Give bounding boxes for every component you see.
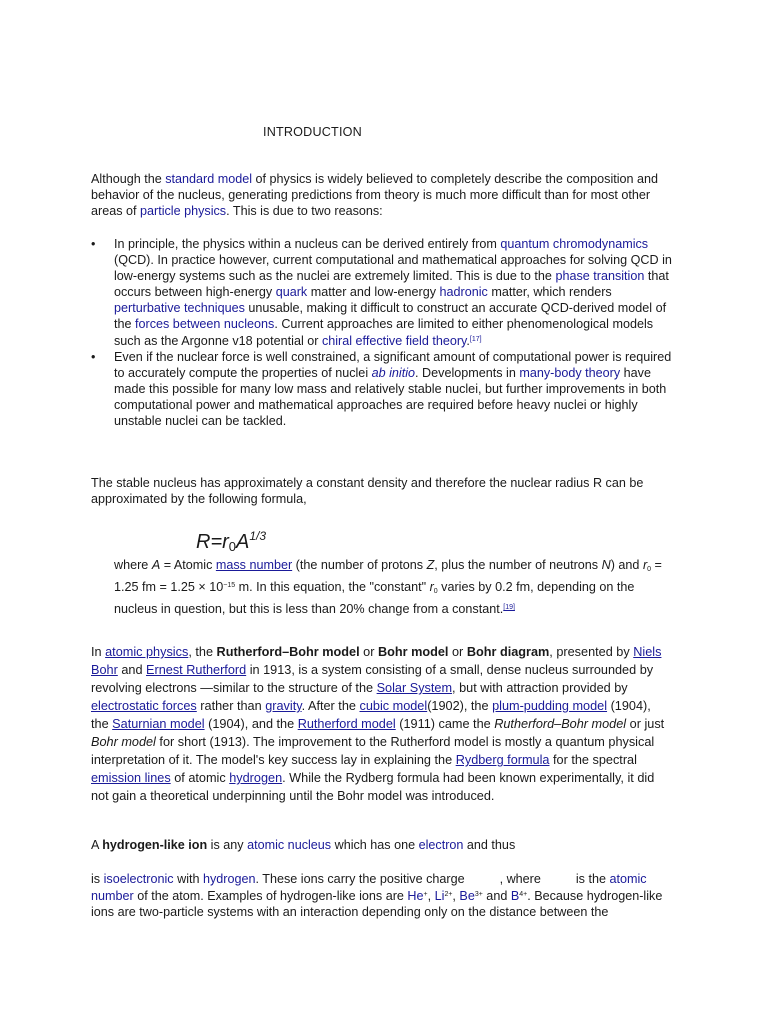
text: (1904), the xyxy=(91,699,651,731)
text: is xyxy=(91,872,104,886)
list-item xyxy=(91,349,673,429)
text: (1902), the xyxy=(427,699,493,713)
link-qcd[interactable]: quantum chromodynamics xyxy=(500,237,649,251)
text: m. In this equation, the "constant" xyxy=(235,580,430,594)
link-plum-pudding-model[interactable]: plum-pudding model xyxy=(492,699,608,713)
link-hydrogen-2[interactable]: hydrogen xyxy=(203,872,256,886)
text: of physics is widely believed to completely describe the composition and behavior of the nucleus, generating predictions from theory is much more difficult than for most other areas of xyxy=(91,172,659,218)
var-r0-sub: 0 xyxy=(647,566,652,573)
list-item xyxy=(91,236,673,349)
text: rather than xyxy=(196,699,266,713)
link-many-body-theory[interactable]: many-body theory xyxy=(519,366,621,380)
text: have made this possible for many low mass and relatively stable nuclei, but further improvements in both computational power and mathematical approaches are required before heavy nuclei or highly unstable nuclei can be tackled. xyxy=(114,366,667,428)
link-atomic-number[interactable]: atomic number xyxy=(91,872,647,903)
link-rutherford-model[interactable]: Rutherford model xyxy=(297,717,396,731)
charge: 3+ xyxy=(474,891,483,898)
text: ) and xyxy=(610,558,643,572)
reasons-list xyxy=(91,236,673,429)
text: (QCD). In practice however, current computational and mathematical approaches for solving QCD in low-energy systems such as the nuclei are extremely limited. This is due to the xyxy=(114,253,672,283)
text: which has one xyxy=(331,838,419,852)
text: = Atomic xyxy=(160,558,216,572)
link-particle-physics[interactable]: particle physics xyxy=(140,204,227,218)
link-saturnian-model[interactable]: Saturnian model xyxy=(112,717,205,731)
link-mass-number[interactable]: mass number xyxy=(215,558,293,572)
formula-sup: 1/3 xyxy=(249,529,267,543)
reference-19[interactable]: [19] xyxy=(503,604,515,611)
bold-term: hydrogen-like ion xyxy=(102,838,208,852)
radius-formula xyxy=(196,524,266,559)
text: or just xyxy=(626,717,665,731)
link-nuclear-force[interactable]: forces between nucleons xyxy=(135,317,275,331)
text: , presented by xyxy=(549,645,634,659)
text: and xyxy=(482,889,511,903)
italic-term: Bohr model xyxy=(91,735,156,749)
link-gravity[interactable]: gravity xyxy=(265,699,302,713)
var-a: A xyxy=(151,558,161,572)
text: Even if the nuclear force is well constrained, a significant amount of computational power is required to accurately compute the properties of nuclei xyxy=(114,350,672,380)
link-solar-system[interactable]: Solar System xyxy=(376,681,453,695)
text: Although the xyxy=(91,172,166,186)
link-ab-initio[interactable]: ab initio xyxy=(371,366,416,380)
link-helium-ion[interactable]: He xyxy=(407,889,424,903)
reference-17[interactable]: [17] xyxy=(469,336,482,343)
link-perturbative[interactable]: perturbative techniques xyxy=(114,301,245,315)
var-r0: r xyxy=(642,558,648,572)
link-niels-bohr[interactable]: Niels Bohr xyxy=(91,645,662,677)
link-isoelectronic[interactable]: isoelectronic xyxy=(103,872,174,886)
link-electron[interactable]: electron xyxy=(418,838,464,852)
link-hydrogen[interactable]: hydrogen xyxy=(229,771,283,785)
text: for short (1913). The improvement to the Rutherford model is mostly a quantum physical interpretation of it. The model's key success lay in explaining the xyxy=(91,735,655,767)
link-quark[interactable]: quark xyxy=(275,285,308,299)
formula-explanation xyxy=(114,557,674,617)
text: and thus xyxy=(463,838,516,852)
text: . These ions carry the positive charge , where is the xyxy=(255,872,610,886)
var-r0: r xyxy=(429,580,434,594)
text: . While the Rydberg formula had been known experimentally, it did not gain a theoretical underpinning until the Bohr model was introduced. xyxy=(91,771,655,803)
isoelectronic-paragraph xyxy=(91,871,671,920)
intro-paragraph xyxy=(91,171,671,219)
text: , the xyxy=(188,645,217,659)
link-phase-transition[interactable]: phase transition xyxy=(555,269,645,283)
italic-term: Rutherford–Bohr model xyxy=(494,717,627,731)
link-rydberg-formula[interactable]: Rydberg formula xyxy=(455,753,550,767)
text: . After the xyxy=(301,699,360,713)
text: In xyxy=(91,645,106,659)
text: = 1.25 fm = 1.25 × 10 xyxy=(114,558,662,594)
text: matter and low-energy xyxy=(307,285,440,299)
bold-term: Bohr diagram xyxy=(466,645,550,659)
var-z: Z xyxy=(426,558,435,572)
formula-a: A xyxy=(236,531,250,553)
hydrogen-like-paragraph xyxy=(91,837,671,853)
text: with xyxy=(173,872,203,886)
text: or xyxy=(448,645,467,659)
link-electrostatic-forces[interactable]: electrostatic forces xyxy=(91,699,197,713)
text: unusable, making it difficult to construct an accurate QCD-derived model of the xyxy=(114,301,667,331)
text: . Current approaches are limited to either phenomenological models such as the Argonne v18 potential or xyxy=(114,317,654,348)
text: and xyxy=(117,663,147,677)
link-atomic-physics[interactable]: atomic physics xyxy=(105,645,189,659)
text: varies by 0.2 fm, depending on the nucleus in question, but this is less than 20% change from a constant. xyxy=(114,580,635,616)
var-n: N xyxy=(601,558,611,572)
text: that occurs between high-energy xyxy=(114,269,669,299)
text: (1911) came the xyxy=(395,717,495,731)
exponent: −15 xyxy=(223,582,236,589)
text: of atomic xyxy=(170,771,230,785)
bold-term: Bohr model xyxy=(377,645,449,659)
charge: 4+ xyxy=(519,891,528,898)
text: is any xyxy=(207,838,248,852)
link-beryllium-ion[interactable]: Be xyxy=(459,889,475,903)
text: , xyxy=(427,889,435,903)
text: (the number of protons xyxy=(292,558,427,572)
text: , plus the number of neutrons xyxy=(434,558,602,572)
link-chiral-eft[interactable]: chiral effective field theory xyxy=(321,334,467,348)
link-boron-ion[interactable]: B xyxy=(510,889,520,903)
link-standard-model[interactable]: standard model xyxy=(165,172,253,186)
text: . Developments in xyxy=(415,366,520,380)
text: , xyxy=(452,889,460,903)
formula-r: R=r xyxy=(196,531,229,553)
link-hadronic[interactable]: hadronic xyxy=(439,285,488,299)
text: of the atom. Examples of hydrogen-like ions are xyxy=(133,889,408,903)
bullet-icon: • xyxy=(91,237,96,251)
text: . This is due to two reasons: xyxy=(226,204,383,218)
text: In principle, the physics within a nucleus can be derived entirely from xyxy=(114,237,501,251)
section-title: INTRODUCTION xyxy=(263,125,362,139)
link-emission-lines[interactable]: emission lines xyxy=(91,771,171,785)
bohr-model-paragraph xyxy=(91,643,671,805)
text: (1904), and the xyxy=(204,717,298,731)
text: for the spectral xyxy=(549,753,637,767)
text: . Because hydrogen-like ions are two-particle systems with an interaction depending only on the distance between the xyxy=(91,889,663,919)
link-lithium-ion[interactable]: Li xyxy=(434,889,445,903)
charge: + xyxy=(423,891,428,898)
text: matter, which renders xyxy=(487,285,612,299)
text: in 1913, is a system consisting of a small, dense nucleus surrounded by revolving electrons —similar to the structure of the xyxy=(91,663,654,695)
text: or xyxy=(359,645,378,659)
text: . xyxy=(466,334,470,348)
link-ernest-rutherford[interactable]: Ernest Rutherford xyxy=(146,663,247,677)
text: where xyxy=(114,558,152,572)
text: A xyxy=(91,838,103,852)
radius-paragraph: The stable nucleus has approximately a constant density and therefore the nuclear radius R can be approximated by the following formula, xyxy=(91,476,644,506)
text: , but with attraction provided by xyxy=(452,681,628,695)
link-cubic-model[interactable]: cubic model xyxy=(359,699,428,713)
link-atomic-nucleus[interactable]: atomic nucleus xyxy=(247,838,332,852)
formula-sub: 0 xyxy=(228,539,237,554)
bold-term: Rutherford–Bohr model xyxy=(216,645,360,659)
var-r0-sub: 0 xyxy=(433,588,438,595)
bullet-icon: • xyxy=(91,350,96,364)
charge: 2+ xyxy=(444,891,453,898)
